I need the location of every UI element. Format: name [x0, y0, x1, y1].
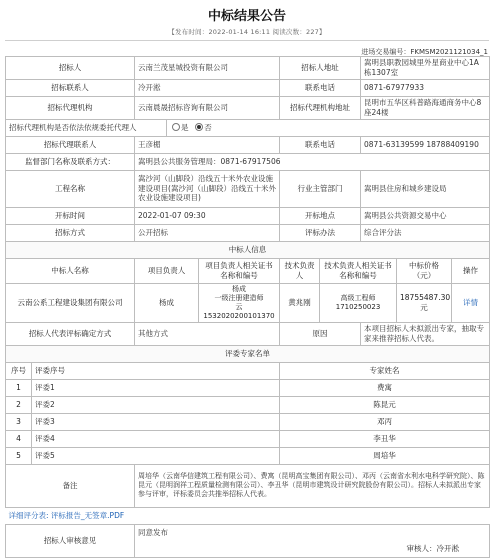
remark-value: 周培华（云南华信建筑工程有限公司）、费寓（昆明高宝集团有限公司）、邓丙（云南省水利水电科学研究院）、陈昆元（昆明润祥工程质量检测有限公司）、李丑华（昆明市建筑设计研究院股份有限公司）。招标人未拟派出专家参与评审，评标委员会共推举招标人代表。 — [135, 464, 490, 507]
detail-link[interactable]: 详情 — [463, 297, 479, 307]
eval-label: 评标办法 — [280, 224, 361, 241]
table-row — [6, 413, 490, 430]
winner-name: 云南公系工程建设集团有限公司 — [6, 283, 135, 322]
table-row — [6, 379, 490, 396]
winner-manager-cert: 杨成 一级注册建造师 云1532020200101370 — [199, 283, 280, 322]
committee-expert: 周培华 — [280, 447, 490, 464]
agency-phone-value: 0871-63139599 18788409190 — [361, 136, 490, 153]
table-row — [6, 396, 490, 413]
row-winner-title — [6, 241, 490, 258]
row-tenderer — [6, 57, 490, 80]
contact-label: 招标联系人 — [6, 79, 135, 96]
agency-addr-label: 招标代理机构地址 — [280, 96, 361, 119]
row-agency-rep — [6, 119, 490, 136]
winner-tech: 黄兆刚 — [280, 283, 320, 322]
agency-phone-label: 联系电话 — [280, 136, 361, 153]
winner-col-price: 中标价格（元） — [397, 258, 452, 283]
committee-seq: 评委4 — [32, 430, 280, 447]
agency-addr-value: 昆明市五华区科普路海通商务中心8座24楼 — [361, 96, 490, 119]
supervisor-label: 监督部门名称及联系方式： — [6, 153, 135, 170]
committee-expert: 陈昆元 — [280, 396, 490, 413]
reviewer-name: 冷开淞 — [436, 544, 460, 553]
committee-expert: 李丑华 — [280, 430, 490, 447]
industry-label: 行业主管部门 — [280, 170, 361, 207]
project-name-value: 嵩沙河（山脚段）沿线五十米外农业设施建设项目(嵩沙河（山脚段）沿线五十米外农业设施建设项目) — [135, 170, 280, 207]
open-time-value: 2022-01-07 09:30 — [135, 207, 280, 224]
row-method — [6, 224, 490, 241]
winner-col-tech-cert: 技术负责人相关证书名称和编号 — [320, 258, 397, 283]
rep-value: 其他方式 — [135, 322, 280, 345]
open-place-label: 开标地点 — [280, 207, 361, 224]
rep-label: 招标人代表评标确定方式 — [6, 322, 135, 345]
agency-rep-label: 招标代理机构是否依法依规委托代理人 — [6, 119, 167, 136]
report-link[interactable]: 评标报告_无签章.PDF — [50, 511, 125, 520]
divider — [5, 40, 489, 41]
tenderer-addr-label: 招标人地址 — [280, 57, 361, 80]
table-row — [6, 430, 490, 447]
tenderer-label: 招标人 — [6, 57, 135, 80]
row-agency — [6, 96, 490, 119]
reason-label: 原因 — [280, 322, 361, 345]
committee-no: 3 — [6, 413, 32, 430]
phone-label: 联系电话 — [280, 79, 361, 96]
winner-col-manager-cert: 项目负责人相关证书名称和编号 — [199, 258, 280, 283]
reviewer-opinion: 同意发布 — [135, 524, 490, 541]
project-number: 进场交易编号：FKMSM2021121034_1 — [361, 48, 488, 56]
winner-col-tech: 技术负责人 — [280, 258, 320, 283]
page-title: 中标结果公告 — [207, 9, 286, 24]
open-place-value: 嵩明县公共资源交易中心 — [361, 207, 490, 224]
committee-expert: 邓丙 — [280, 413, 490, 430]
open-time-label: 开标时间 — [6, 207, 135, 224]
row-committee-head — [6, 362, 490, 379]
row-committee-title — [6, 345, 490, 362]
winner-col-action: 操作 — [452, 258, 490, 283]
agency-value: 云南晨晟招标咨询有限公司 — [135, 96, 280, 119]
row-review — [6, 524, 490, 541]
publish-time-label: 【发布时间： — [168, 28, 209, 36]
winner-tech-cert: 高级工程师 1710250023 — [320, 283, 397, 322]
row-report — [6, 507, 490, 524]
winner-section-title: 中标人信息 — [6, 241, 490, 258]
method-label: 招标方式 — [6, 224, 135, 241]
row-winner-head — [6, 258, 490, 283]
agency-label: 招标代理机构 — [6, 96, 135, 119]
committee-seq: 评委1 — [32, 379, 280, 396]
row-supervisor — [6, 153, 490, 170]
committee-col-seq: 评委序号 — [32, 362, 280, 379]
supervisor-value: 嵩明县公共服务管理局：0871-67917506 — [135, 153, 490, 170]
radio-no-label: 否 — [204, 122, 212, 132]
method-value: 公开招标 — [135, 224, 280, 241]
remark-label: 备注 — [6, 464, 135, 507]
views-count: 227 — [306, 28, 320, 36]
winner-manager: 杨成 — [135, 283, 199, 322]
committee-expert: 费寓 — [280, 379, 490, 396]
agency-rep-options — [167, 119, 490, 136]
committee-seq: 评委2 — [32, 396, 280, 413]
committee-col-name: 专家姓名 — [280, 362, 490, 379]
row-winner — [6, 283, 490, 322]
reason-value: 本项目招标人未拟派出专家，抽取专家来推荐招标人代表。 — [361, 322, 490, 345]
publish-time: 2022-01-14 16:11 — [208, 28, 271, 36]
phone-value: 0871-67977933 — [361, 79, 490, 96]
reviewer-opinion-label: 招标人审核意见 — [6, 524, 135, 557]
winner-price: 18755487.30元 — [397, 283, 452, 322]
contact-value: 冷开淞 — [135, 79, 280, 96]
winner-col-manager: 项目负责人 — [135, 258, 199, 283]
result-table — [5, 56, 490, 558]
project-name-label: 工程名称 — [6, 170, 135, 207]
row-project — [6, 170, 490, 207]
row-rep — [6, 322, 490, 345]
close-bracket: 】 — [319, 28, 326, 36]
agency-contact-label: 招标代理联系人 — [6, 136, 135, 153]
committee-seq: 评委5 — [32, 447, 280, 464]
committee-no: 1 — [6, 379, 32, 396]
table-row — [6, 447, 490, 464]
tenderer-value: 云南兰茂星城投资有限公司 — [135, 57, 280, 80]
report-label: 详细评分表: — [8, 511, 49, 520]
radio-no[interactable] — [195, 123, 203, 131]
eval-value: 综合评分法 — [361, 224, 490, 241]
radio-yes[interactable] — [172, 123, 180, 131]
committee-no: 5 — [6, 447, 32, 464]
committee-col-no: 序号 — [6, 362, 32, 379]
radio-yes-label: 是 — [181, 122, 189, 132]
publish-meta — [0, 27, 494, 36]
row-agency-contact — [6, 136, 490, 153]
committee-no: 2 — [6, 396, 32, 413]
industry-value: 嵩明县住房和城乡建设局 — [361, 170, 490, 207]
committee-no: 4 — [6, 430, 32, 447]
row-open — [6, 207, 490, 224]
views-label: 阅读次数： — [272, 28, 307, 36]
reviewer-label: 审核人： — [406, 544, 437, 553]
committee-section-title: 评委专家名单 — [6, 345, 490, 362]
agency-contact-value: 王彦楣 — [135, 136, 280, 153]
winner-col-name: 中标人名称 — [6, 258, 135, 283]
committee-seq: 评委3 — [32, 413, 280, 430]
row-remark — [6, 464, 490, 507]
tenderer-addr-value: 嵩明县职教园城里外星商业中心1A栋1307室 — [361, 57, 490, 80]
row-contact — [6, 79, 490, 96]
